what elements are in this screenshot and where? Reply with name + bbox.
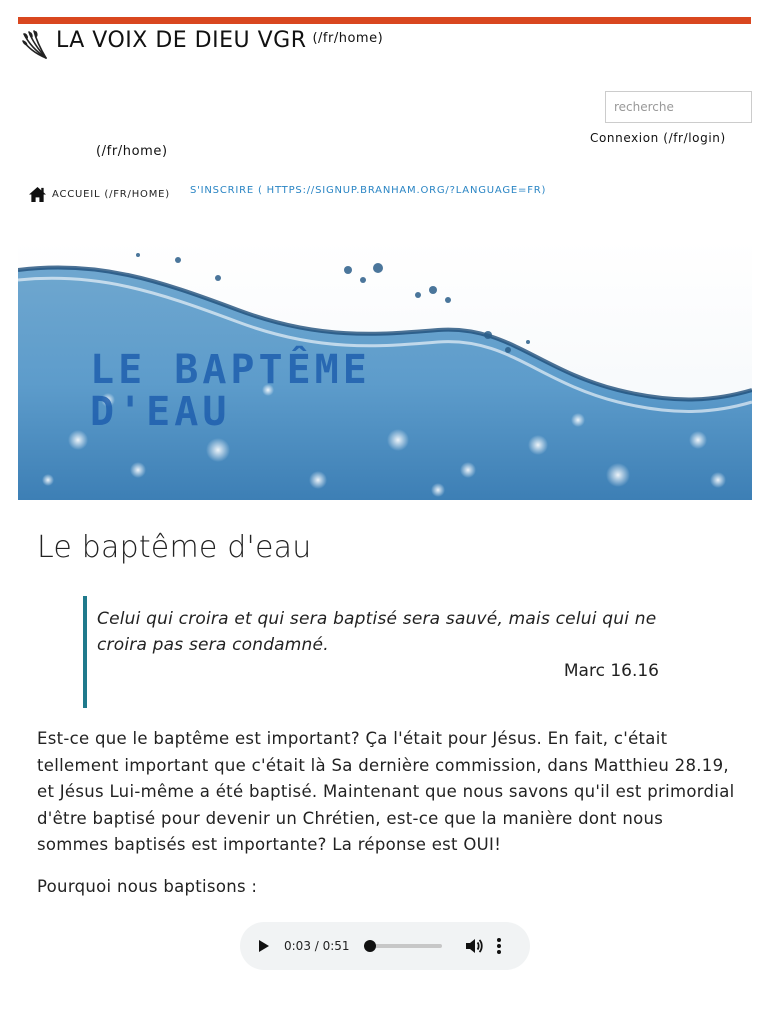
home-link-text[interactable]: (/fr/home) (96, 144, 168, 159)
breadcrumb-home[interactable] (28, 186, 170, 203)
brand[interactable] (20, 26, 383, 60)
audio-time: 0:03 / 0:51 (284, 939, 350, 953)
audio-player[interactable] (240, 922, 530, 970)
audio-progress-track[interactable] (366, 944, 442, 948)
breadcrumb-signup-link[interactable]: S'INSCRIRE ( HTTPS://SIGNUP.BRANHAM.ORG/?LANGUAGE=FR) (189, 185, 547, 196)
quote-reference: Marc 16.16 (563, 661, 659, 681)
more-vertical-icon[interactable] (496, 938, 502, 954)
search-input[interactable] (605, 91, 752, 123)
breadcrumb (28, 186, 546, 203)
login-link[interactable]: Connexion (/fr/login) (590, 131, 726, 145)
water-splash-image (18, 240, 752, 500)
scripture-quote (83, 596, 673, 708)
hero-title-line2: D'EAU (90, 389, 231, 435)
hero-banner (18, 240, 752, 500)
quote-text: Celui qui croira et qui sera baptisé sera sauvé, mais celui qui ne croira pas sera condamné. (97, 609, 657, 655)
article-subheading: Pourquoi nous baptisons : (37, 877, 258, 896)
article-paragraph: Est-ce que le baptême est important? Ça l'était pour Jésus. En fait, c'était tellement important que c'était là Sa dernière commission, dans Matthieu 28.19, et Jésus Lui-même a été baptisé. Maintenant que nous savons qu'il est primordial d'être baptisé pour devenir un Chrétien, est-ce que la manière dont nous sommes baptisés est importante? La réponse est OUI! (37, 729, 735, 854)
breadcrumb-home-label: ACCUEIL (/FR/HOME) (52, 189, 170, 200)
brand-name[interactable]: LA VOIX DE DIEU VGR (56, 28, 307, 53)
hero-title-line1: LE BAPTÊME (90, 347, 371, 393)
volume-icon[interactable] (464, 936, 484, 956)
brand-href-text[interactable]: (/fr/home) (312, 31, 384, 46)
home-icon (28, 186, 47, 203)
audio-progress-thumb[interactable] (364, 940, 376, 952)
page-title: Le baptême d'eau (37, 530, 312, 565)
wheat-icon (20, 28, 50, 60)
play-icon[interactable] (256, 938, 272, 954)
top-accent-bar (18, 17, 751, 24)
